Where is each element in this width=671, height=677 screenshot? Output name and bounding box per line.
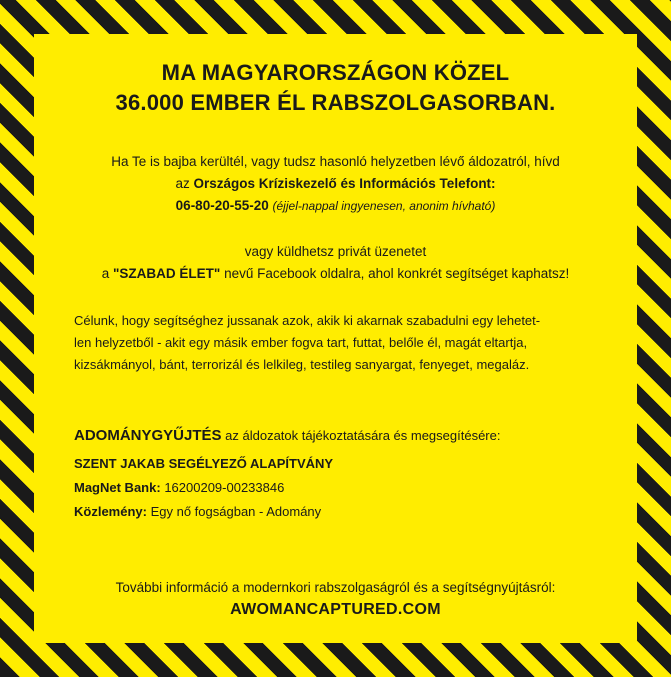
memo-label: Közlemény: bbox=[74, 504, 147, 519]
facebook-prefix: a bbox=[101, 266, 110, 281]
mission-line-1: Célunk, hogy segítséghez jussanak azok, akik ki akarnak szabadulni egy lehetet- bbox=[74, 313, 541, 328]
facebook-suffix: nevű Facebook oldalra, ahol konkrét segítséget kaphatsz! bbox=[224, 266, 570, 281]
hotline-name: Országos Kríziskezelő és Információs Telefont: bbox=[193, 176, 496, 191]
website-link[interactable]: AWOMANCAPTURED.COM bbox=[230, 601, 441, 618]
memo-line bbox=[74, 504, 614, 519]
facebook-page-name[interactable]: "SZABAD ÉLET" bbox=[112, 266, 221, 281]
hotline-name-line bbox=[34, 176, 637, 191]
headline-line-2: 36.000 EMBER ÉL RABSZOLGASORBAN. bbox=[115, 90, 556, 115]
hotline-number[interactable]: 06-80-20-55-20 bbox=[175, 198, 269, 213]
hotline-number-line bbox=[34, 198, 637, 213]
hotline-intro: Ha Te is bajba kerültél, vagy tudsz hasonló helyzetben lévő áldozatról, hívd bbox=[111, 154, 560, 169]
hotline-note: (éjjel-nappal ingyenesen, anonim hívható) bbox=[272, 199, 496, 213]
donation-heading bbox=[74, 427, 614, 444]
mission-line-2: len helyzetből - akit egy másik ember fogva tart, futtat, belőle él, magát eltartja, bbox=[74, 335, 528, 350]
headline-line-1: MA MAGYARORSZÁGON KÖZEL bbox=[161, 60, 510, 85]
footer-info: További információ a modernkori rabszolgaságról és a segítségnyújtásról: bbox=[115, 580, 556, 595]
donation-title-rest: az áldozatok tájékoztatására és megsegítésére: bbox=[225, 428, 501, 443]
mission-paragraph bbox=[74, 310, 602, 376]
memo-value: Egy nő fogságban - Adomány bbox=[150, 504, 322, 519]
hotline-prefix: az bbox=[175, 176, 190, 191]
foundation-name: SZENT JAKAB SEGÉLYEZŐ ALAPÍTVÁNY bbox=[74, 456, 334, 471]
content-panel bbox=[34, 34, 637, 643]
bank-account-line bbox=[74, 480, 614, 495]
mission-line-3: kizsákmányol, bánt, terrorizál és lelkileg, testileg sanyargat, fenyeget, megaláz. bbox=[74, 357, 530, 372]
facebook-intro: vagy küldhetsz privát üzenetet bbox=[244, 244, 427, 259]
bank-label: MagNet Bank: bbox=[74, 480, 161, 495]
facebook-line bbox=[34, 266, 637, 281]
donation-title: ADOMÁNYGYŰJTÉS bbox=[74, 427, 222, 444]
bank-account: 16200209-00233846 bbox=[164, 480, 285, 495]
